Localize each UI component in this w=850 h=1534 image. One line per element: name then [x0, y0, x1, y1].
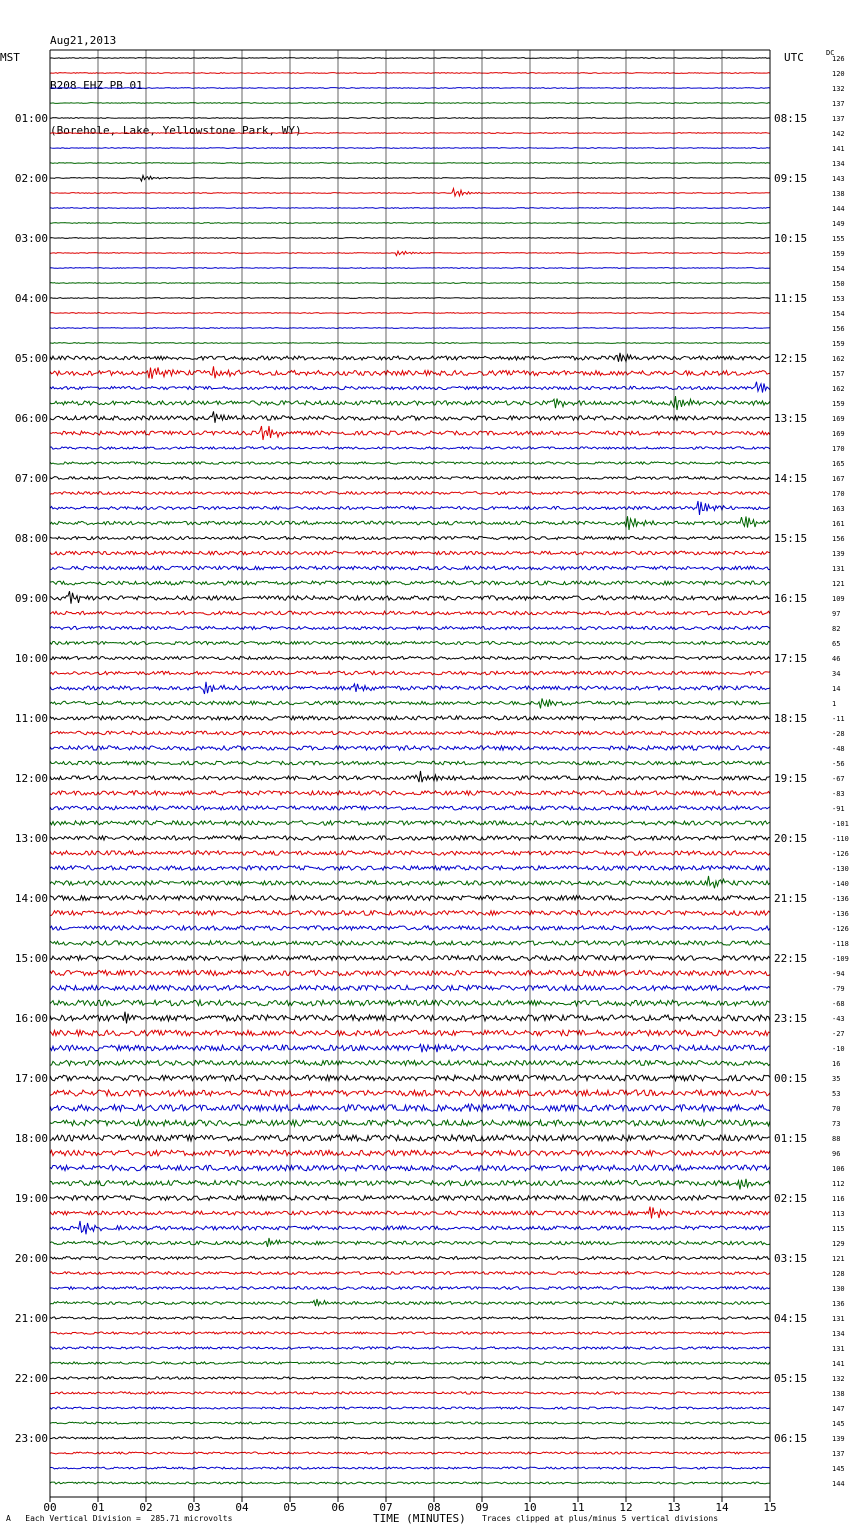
dc-offset-label: 126 [832, 55, 845, 63]
utc-hour-label: 19:15 [774, 772, 808, 785]
utc-hour-label: 02:15 [774, 1192, 808, 1205]
dc-offset-label: 141 [832, 1360, 845, 1368]
trace-row [50, 353, 770, 362]
dc-offset-label: 169 [832, 430, 845, 438]
mst-hour-label: 08:00 [14, 532, 48, 545]
dc-offset-label: -11 [832, 715, 845, 723]
dc-offset-label: -118 [832, 940, 849, 948]
trace-row [50, 1482, 770, 1484]
trace-row [50, 238, 770, 239]
dc-offset-label: 129 [832, 1240, 845, 1248]
trace-row [50, 970, 770, 975]
trace-row [50, 682, 770, 694]
mst-hour-label: 04:00 [14, 292, 48, 305]
dc-offset-label: 145 [832, 1420, 845, 1428]
dc-offset-label: 115 [832, 1225, 845, 1233]
mst-hour-label: 20:00 [14, 1252, 48, 1265]
x-tick-label: 09 [475, 1501, 489, 1514]
dc-offset-label: 157 [832, 370, 845, 378]
trace-row [50, 208, 770, 209]
trace-row [50, 941, 770, 945]
mst-hour-label: 23:00 [14, 1432, 48, 1445]
x-tick-label: 15 [763, 1501, 777, 1514]
dc-offset-label: 150 [832, 280, 845, 288]
dc-offset-label: 170 [832, 445, 845, 453]
utc-hour-label: 20:15 [774, 832, 808, 845]
dc-offset-label: 137 [832, 115, 845, 123]
dc-offset-label: -28 [832, 730, 845, 738]
trace-row [50, 716, 770, 720]
trace-row [50, 536, 770, 539]
mst-hour-label: 12:00 [14, 772, 48, 785]
trace-row [50, 641, 770, 644]
mst-hour-label: 15:00 [14, 952, 48, 965]
dc-offset-label: -126 [832, 850, 849, 858]
trace-row [50, 1044, 770, 1052]
trace-row [50, 88, 770, 89]
utc-hour-label: 21:15 [774, 892, 808, 905]
dc-offset-label: -94 [832, 970, 845, 978]
dc-offset-label: 34 [832, 670, 841, 678]
dc-offset-label: 153 [832, 295, 845, 303]
trace-row [50, 1196, 770, 1201]
dc-offset-label: -68 [832, 1000, 845, 1008]
station-label: B208 EHZ PB 01 [50, 79, 143, 92]
dc-offset-label: -109 [832, 955, 849, 963]
dc-offset-label: 1 [832, 700, 837, 708]
x-tick-label: 05 [283, 1501, 297, 1514]
x-tick-label: 04 [235, 1501, 249, 1514]
x-tick-label: 10 [523, 1501, 537, 1514]
dc-offset-label: 169 [832, 415, 845, 423]
trace-row [50, 1012, 770, 1024]
trace-row [50, 163, 770, 164]
dc-offset-label: -10 [832, 1045, 845, 1053]
dc-offset-label: 132 [832, 85, 845, 93]
trace-row [50, 175, 770, 181]
dc-offset-label: -67 [832, 775, 845, 783]
trace-row [50, 761, 770, 765]
dc-offset-label: -56 [832, 760, 845, 768]
trace-row [50, 1179, 770, 1190]
trace-row [50, 1317, 770, 1319]
mst-axis-title: MST [0, 51, 20, 64]
dc-offset-label: -136 [832, 910, 849, 918]
trace-row [50, 396, 770, 410]
utc-hour-label: 01:15 [774, 1132, 808, 1145]
trace-row [50, 462, 770, 464]
trace-row [50, 251, 770, 255]
location-label: (Borehole, Lake, Yellowstone Park, WY) [50, 124, 302, 137]
trace-row [50, 1362, 770, 1364]
trace-row [50, 806, 770, 810]
dc-offset-label: 167 [832, 475, 845, 483]
x-tick-label: 13 [667, 1501, 681, 1514]
dc-offset-label: -136 [832, 895, 849, 903]
dc-offset-label: 170 [832, 490, 845, 498]
dc-offset-label: 65 [832, 640, 841, 648]
mst-hour-label: 02:00 [14, 172, 48, 185]
x-tick-label: 03 [187, 1501, 201, 1514]
dc-offset-label: 141 [832, 145, 845, 153]
dc-offset-label: 162 [832, 385, 845, 393]
trace-row [50, 73, 770, 74]
dc-axis-title: DC [826, 49, 835, 57]
utc-hour-label: 18:15 [774, 712, 808, 725]
x-tick-label: 11 [571, 1501, 585, 1514]
trace-row [50, 1287, 770, 1290]
dc-offset-label: 159 [832, 340, 845, 348]
dc-offset-label: 131 [832, 565, 845, 573]
dc-offset-label: 165 [832, 460, 845, 468]
trace-row [50, 1347, 770, 1349]
trace-row [50, 1135, 770, 1141]
dc-offset-label: 161 [832, 520, 845, 528]
dc-offset-label: 128 [832, 1270, 845, 1278]
trace-row [50, 1392, 770, 1394]
utc-hour-label: 14:15 [774, 472, 808, 485]
dc-offset-label: 88 [832, 1135, 841, 1143]
corner-mark: A [6, 1514, 11, 1523]
trace-row [50, 298, 770, 299]
dc-offset-label: 136 [832, 1300, 845, 1308]
dc-offset-label: 138 [832, 1390, 845, 1398]
utc-hour-label: 08:15 [774, 112, 808, 125]
dc-offset-label: 70 [832, 1105, 841, 1113]
utc-hour-label: 09:15 [774, 172, 808, 185]
utc-hour-label: 16:15 [774, 592, 808, 605]
dc-offset-label: 121 [832, 1255, 845, 1263]
dc-offset-label: -126 [832, 925, 849, 933]
trace-row [50, 1407, 770, 1409]
trace-row [50, 1120, 770, 1126]
trace-row [50, 313, 770, 314]
dc-offset-label: 138 [832, 190, 845, 198]
trace-row [50, 283, 770, 284]
dc-offset-label: 154 [832, 265, 845, 273]
trace-row [50, 698, 770, 708]
dc-offset-label: 137 [832, 1450, 845, 1458]
dc-offset-label: 109 [832, 595, 845, 603]
utc-hour-label: 15:15 [774, 532, 808, 545]
x-tick-label: 01 [91, 1501, 105, 1514]
scale-note-text: Each Vertical Division = 285.71 microvolts [25, 1514, 233, 1523]
trace-row [50, 731, 770, 735]
trace-row [50, 771, 770, 782]
trace-row [50, 1165, 770, 1171]
trace-row [50, 611, 770, 615]
trace-row [50, 1256, 770, 1259]
utc-hour-label: 23:15 [774, 1012, 808, 1025]
trace-row [50, 626, 770, 629]
utc-hour-label: 12:15 [774, 352, 808, 365]
trace-row [50, 1272, 770, 1275]
trace-row [50, 366, 770, 378]
utc-hour-label: 10:15 [774, 232, 808, 245]
mst-hour-label: 16:00 [14, 1012, 48, 1025]
trace-row [50, 1207, 770, 1219]
dc-offset-label: -79 [832, 985, 845, 993]
trace-row [50, 926, 770, 930]
trace-row [50, 1422, 770, 1424]
dc-offset-label: 154 [832, 310, 845, 318]
x-tick-label: 02 [139, 1501, 153, 1514]
dc-offset-label: 82 [832, 625, 841, 633]
dc-offset-label: 134 [832, 1330, 845, 1338]
utc-hour-label: 11:15 [774, 292, 808, 305]
x-tick-label: 08 [427, 1501, 441, 1514]
trace-row [50, 188, 770, 196]
utc-hour-label: 22:15 [774, 952, 808, 965]
dc-offset-label: 134 [832, 160, 845, 168]
utc-hour-label: 17:15 [774, 652, 808, 665]
dc-offset-label: 112 [832, 1180, 845, 1188]
mst-hour-label: 17:00 [14, 1072, 48, 1085]
utc-hour-label: 06:15 [774, 1432, 808, 1445]
mst-hour-label: 13:00 [14, 832, 48, 845]
dc-offset-label: -27 [832, 1030, 845, 1038]
trace-row [50, 551, 770, 555]
trace-row [50, 791, 770, 795]
utc-hour-label: 05:15 [774, 1372, 808, 1385]
trace-row [50, 566, 770, 570]
mst-hour-label: 03:00 [14, 232, 48, 245]
mst-hour-label: 09:00 [14, 592, 48, 605]
trace-row [50, 1452, 770, 1454]
trace-row [50, 911, 770, 916]
trace-row [50, 426, 770, 440]
x-tick-label: 06 [331, 1501, 345, 1514]
dc-offset-label: 113 [832, 1210, 845, 1218]
utc-hour-label: 00:15 [774, 1072, 808, 1085]
trace-row [50, 268, 770, 269]
trace-row [50, 876, 770, 888]
dc-offset-label: 162 [832, 355, 845, 363]
dc-offset-label: 46 [832, 655, 841, 663]
trace-row [50, 118, 770, 119]
dc-offset-label: 143 [832, 175, 845, 183]
trace-row [50, 1000, 770, 1006]
dc-offset-label: 130 [832, 1285, 845, 1293]
dc-offset-label: 14 [832, 685, 841, 693]
trace-row [50, 896, 770, 901]
scale-note [6, 1514, 232, 1523]
dc-offset-label: 131 [832, 1315, 845, 1323]
trace-row [50, 1090, 770, 1096]
dc-offset-label: -43 [832, 1015, 845, 1023]
dc-offset-label: -130 [832, 865, 849, 873]
mst-hour-label: 05:00 [14, 352, 48, 365]
dc-offset-label: 120 [832, 70, 845, 78]
dc-offset-label: 132 [832, 1375, 845, 1383]
trace-row [50, 148, 770, 149]
utc-hour-label: 03:15 [774, 1252, 808, 1265]
dc-offset-label: 96 [832, 1150, 841, 1158]
dc-offset-label: 121 [832, 580, 845, 588]
dc-offset-label: 144 [832, 1480, 845, 1488]
date-label: Aug21,2013 [50, 34, 117, 47]
trace-row [50, 985, 770, 990]
dc-offset-label: 137 [832, 100, 845, 108]
mst-hour-label: 10:00 [14, 652, 48, 665]
trace-row [50, 343, 770, 344]
trace-row [50, 1332, 770, 1334]
dc-offset-label: -48 [832, 745, 845, 753]
dc-offset-label: 149 [832, 220, 845, 228]
dc-offset-label: -91 [832, 805, 845, 813]
dc-offset-label: 144 [832, 205, 845, 213]
trace-row [50, 866, 770, 870]
trace-row [50, 447, 770, 449]
trace-row [50, 133, 770, 134]
trace-row [50, 1075, 770, 1081]
label-group [15, 55, 849, 1514]
dc-offset-label: 156 [832, 535, 845, 543]
dc-offset-label: 35 [832, 1075, 841, 1083]
dc-offset-label: 116 [832, 1195, 845, 1203]
utc-hour-label: 13:15 [774, 412, 808, 425]
dc-offset-label: 142 [832, 130, 845, 138]
trace-row [50, 492, 770, 495]
dc-offset-label: 159 [832, 400, 845, 408]
dc-offset-label: 145 [832, 1465, 845, 1473]
mst-hour-label: 18:00 [14, 1132, 48, 1145]
mst-hour-label: 01:00 [14, 112, 48, 125]
utc-axis-title: UTC [784, 51, 804, 64]
trace-row [50, 956, 770, 961]
utc-hour-label: 04:15 [774, 1312, 808, 1325]
trace-row [50, 1377, 770, 1379]
trace-row [50, 836, 770, 840]
trace-row [50, 1060, 770, 1065]
dc-offset-label: -83 [832, 790, 845, 798]
trace-row [50, 1437, 770, 1439]
dc-offset-label: 159 [832, 250, 845, 258]
trace-row [50, 1238, 770, 1247]
trace-row [50, 58, 770, 59]
x-tick-label: 12 [619, 1501, 633, 1514]
x-tick-label: 14 [715, 1501, 729, 1514]
trace-row [50, 1299, 770, 1306]
mst-hour-label: 22:00 [14, 1372, 48, 1385]
dc-offset-label: 73 [832, 1120, 841, 1128]
x-tick-label: 00 [43, 1501, 57, 1514]
dc-offset-label: -101 [832, 820, 849, 828]
trace-row [50, 591, 770, 604]
dc-offset-label: 163 [832, 505, 845, 513]
trace-row [50, 1221, 770, 1234]
dc-offset-label: 16 [832, 1060, 841, 1068]
trace-row [50, 671, 770, 675]
trace-row [50, 746, 770, 750]
dc-offset-label: 139 [832, 550, 845, 558]
trace-group [50, 58, 770, 1484]
dc-offset-label: 147 [832, 1405, 845, 1413]
dc-offset-label: -110 [832, 835, 849, 843]
mst-hour-label: 21:00 [14, 1312, 48, 1325]
trace-row [50, 1150, 770, 1156]
dc-offset-label: -140 [832, 880, 849, 888]
dc-offset-label: 155 [832, 235, 845, 243]
dc-offset-label: 131 [832, 1345, 845, 1353]
mst-hour-label: 07:00 [14, 472, 48, 485]
trace-row [50, 656, 770, 659]
dc-offset-label: 106 [832, 1165, 845, 1173]
trace-row [50, 851, 770, 855]
trace-row [50, 328, 770, 329]
dc-offset-label: 97 [832, 610, 841, 618]
trace-row [50, 382, 770, 393]
trace-row [50, 1467, 770, 1469]
dc-offset-label: 139 [832, 1435, 845, 1443]
trace-row [50, 581, 770, 585]
x-tick-label: 07 [379, 1501, 393, 1514]
mst-hour-label: 06:00 [14, 412, 48, 425]
trace-row [50, 477, 770, 480]
trace-row [50, 411, 770, 422]
trace-row [50, 103, 770, 104]
dc-offset-label: 53 [832, 1090, 841, 1098]
trace-row [50, 516, 770, 530]
mst-hour-label: 11:00 [14, 712, 48, 725]
dc-offset-label: 156 [832, 325, 845, 333]
x-axis-label: TIME (MINUTES) [373, 1512, 466, 1525]
trace-row [50, 821, 770, 825]
clip-note: Traces clipped at plus/minus 5 vertical divisions [482, 1514, 719, 1523]
trace-row [50, 223, 770, 224]
mst-hour-label: 19:00 [14, 1192, 48, 1205]
trace-row [50, 1104, 770, 1112]
trace-row [50, 1030, 770, 1036]
mst-hour-label: 14:00 [14, 892, 48, 905]
trace-row [50, 501, 770, 515]
